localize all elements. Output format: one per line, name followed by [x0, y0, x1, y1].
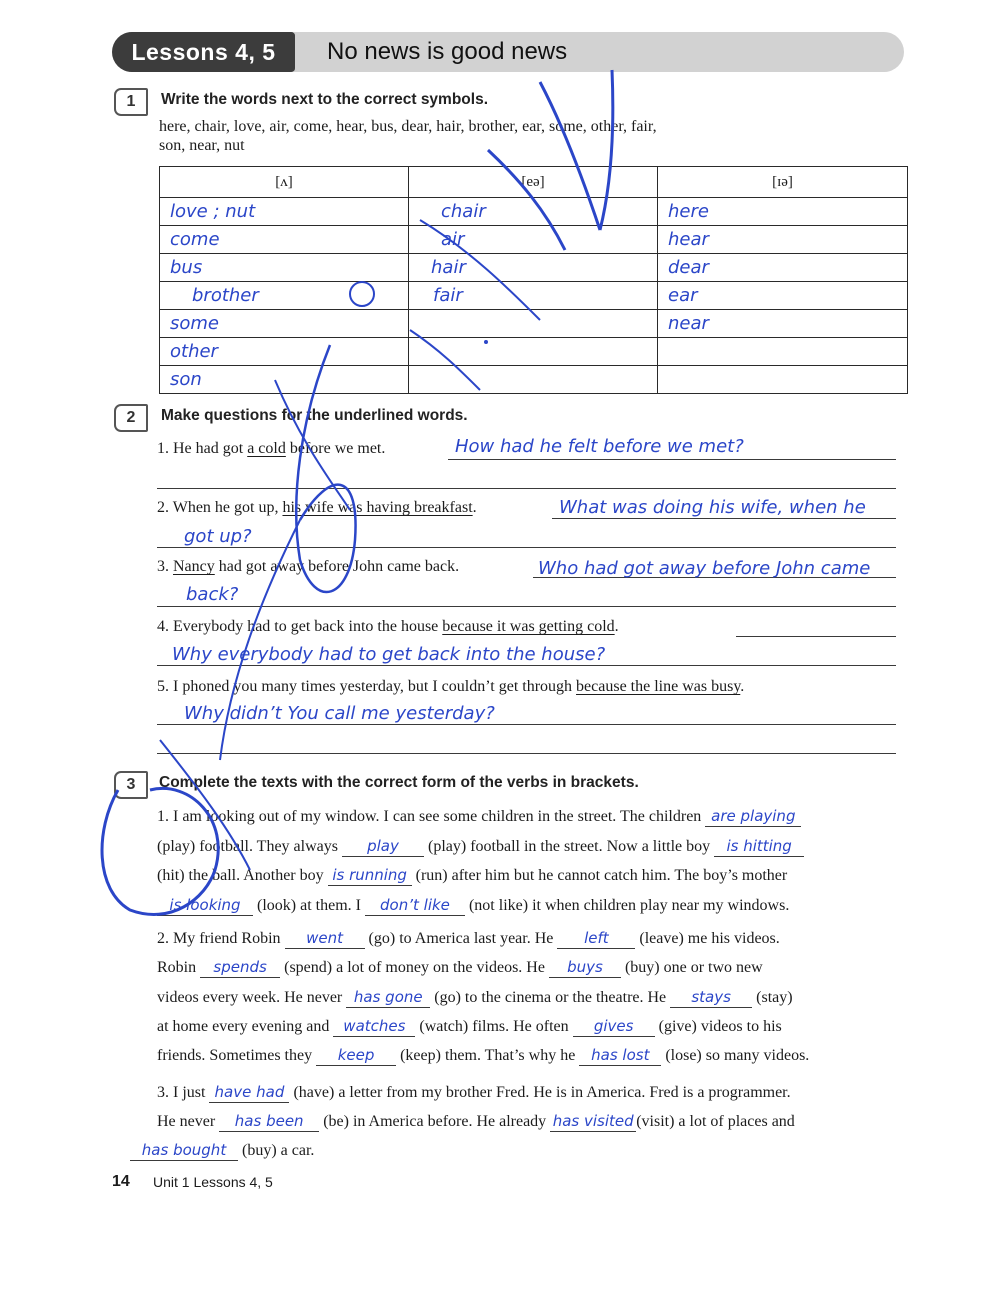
question-1 [157, 438, 385, 460]
text-1-line [157, 806, 801, 828]
verb-blank[interactable]: left [557, 928, 635, 949]
column-header: [eə] [409, 167, 658, 198]
table-cell[interactable] [409, 282, 658, 310]
sentence-text: (be) in America before. He already [323, 1113, 547, 1130]
verb-blank[interactable]: don’t like [365, 895, 465, 916]
sentence-text: (go) to the cinema or the theatre. He [434, 989, 667, 1006]
verb-blank[interactable]: is looking [157, 895, 253, 916]
table-cell[interactable] [409, 338, 658, 366]
sentence-text: (watch) films. He often [419, 1018, 569, 1035]
answer-line[interactable] [157, 488, 896, 489]
task-number-1: 1 [114, 88, 148, 116]
handwritten-answer: here [668, 201, 709, 222]
handwritten-answer: How had he felt before we met? [455, 436, 744, 457]
table-cell[interactable] [409, 310, 658, 338]
verb-blank[interactable]: is hitting [714, 836, 804, 857]
handwritten-answer: back? [186, 584, 239, 605]
answer-line[interactable] [157, 547, 896, 548]
word-list [159, 117, 799, 155]
handwritten-answer: son [170, 369, 202, 390]
table-cell[interactable] [160, 282, 409, 310]
table-cell[interactable] [160, 366, 409, 394]
sentence-text: (run) after him but he cannot catch him. The boy’s mother [415, 867, 788, 884]
sentence-text: videos every week. He never [157, 989, 343, 1006]
table-row [160, 366, 908, 394]
handwritten-answer: Why didn’t You call me yesterday? [184, 703, 495, 724]
page-number: 14 [112, 1173, 130, 1190]
table-header-row [160, 167, 908, 198]
handwritten-answer: ear [668, 285, 698, 306]
table-cell[interactable] [409, 226, 658, 254]
table-row [160, 338, 908, 366]
table-cell[interactable] [160, 198, 409, 226]
answer-line[interactable] [448, 459, 896, 460]
table-cell[interactable] [160, 310, 409, 338]
sentence-text: (lose) so many videos. [665, 1047, 810, 1064]
verb-blank[interactable]: buys [549, 957, 621, 978]
table-cell[interactable] [658, 198, 908, 226]
handwritten-answer: hair [431, 257, 466, 278]
text-3-line [157, 1111, 795, 1133]
text-1-line [157, 865, 787, 887]
sentence-text: (have) a letter from my brother Fred. He is in America. Fred is a programmer. [293, 1084, 791, 1101]
underlined-words: because it was getting cold [442, 618, 615, 635]
sentence-text: (visit) a lot of places and [636, 1113, 795, 1130]
verb-blank[interactable]: is running [328, 865, 412, 886]
question-text: Everybody had to get back into the house [173, 618, 443, 635]
sentence-text: (keep) them. That’s why he [400, 1047, 576, 1064]
handwritten-answer: come [170, 229, 220, 250]
handwritten-answer: fair [433, 285, 463, 306]
question-2 [157, 497, 477, 519]
handwritten-answer: What was doing his wife, when he [559, 497, 866, 518]
lesson-label: Lessons 4, 5 [112, 32, 295, 72]
table-row [160, 226, 908, 254]
table-cell[interactable] [409, 366, 658, 394]
verb-blank[interactable]: keep [316, 1045, 396, 1066]
sentence-text: (give) videos to his [658, 1018, 782, 1035]
verb-blank[interactable]: has been [219, 1111, 319, 1132]
handwritten-answer: brother [192, 285, 259, 306]
verb-blank[interactable]: watches [333, 1016, 415, 1037]
sentence-text: friends. Sometimes they [157, 1047, 313, 1064]
sentence-text: (go) to America last year. He [368, 930, 554, 947]
sentence-text: Robin [157, 959, 197, 976]
task-number-2: 2 [114, 404, 148, 432]
table-row [160, 310, 908, 338]
table-row [160, 282, 908, 310]
verb-blank[interactable]: has lost [579, 1045, 661, 1066]
question-text: . [614, 618, 619, 635]
text-2-line [157, 987, 793, 1009]
table-cell[interactable] [658, 366, 908, 394]
sentence-text: at home every evening and [157, 1018, 330, 1035]
verb-blank[interactable]: spends [200, 957, 280, 978]
verb-blank[interactable]: play [342, 836, 424, 857]
handwritten-answer: love ; nut [170, 201, 256, 222]
sentence-text: (spend) a lot of money on the videos. He [284, 959, 545, 976]
sentence-text: (leave) me his videos. [639, 930, 780, 947]
verb-blank[interactable]: has bought [130, 1140, 238, 1161]
verb-blank[interactable]: gives [573, 1016, 655, 1037]
text-3-line [130, 1140, 314, 1162]
verb-blank[interactable]: are playing [705, 806, 801, 827]
handwritten-answer: got up? [184, 526, 252, 547]
question-text: When he got up, [172, 499, 283, 516]
underlined-words: a cold [247, 440, 286, 457]
question-4 [157, 616, 619, 638]
text-3-line [157, 1082, 791, 1104]
table-cell[interactable] [658, 254, 908, 282]
handwritten-answer: near [668, 313, 709, 334]
underlined-words: his wife was having breakfast [282, 499, 473, 516]
sentence-text: (look) at them. I [257, 897, 361, 914]
verb-blank[interactable]: have had [209, 1082, 289, 1103]
table-cell[interactable] [409, 254, 658, 282]
column-header: [ʌ] [160, 167, 409, 198]
handwritten-answer: some [170, 313, 219, 334]
table-cell[interactable] [658, 338, 908, 366]
verb-blank[interactable]: has gone [346, 987, 430, 1008]
text-2-line [157, 957, 763, 979]
question-text: He had got [173, 440, 248, 457]
sentence-text: (play) football. They always [157, 838, 338, 855]
sentence-text: He never [157, 1113, 216, 1130]
handwritten-answer: other [170, 341, 218, 362]
question-3 [157, 556, 459, 578]
sentence-text: 2. My friend Robin [157, 930, 281, 947]
question-number: 2. [157, 499, 169, 516]
question-text: . [740, 678, 745, 695]
question-text: before we met. [285, 440, 386, 457]
handwritten-answer: dear [668, 257, 709, 278]
page-title: No news is good news [327, 38, 568, 65]
table-cell[interactable] [658, 310, 908, 338]
text-1-line [157, 836, 804, 858]
question-text: . [472, 499, 477, 516]
text-2-line [157, 1045, 809, 1067]
verb-blank[interactable]: stays [670, 987, 752, 1008]
text-2-line [157, 1016, 782, 1038]
answer-line[interactable] [736, 636, 896, 637]
underlined-words: Nancy [173, 558, 215, 575]
answer-line[interactable] [157, 753, 896, 754]
question-number: 5. [157, 678, 169, 695]
table-cell[interactable] [160, 338, 409, 366]
sentence-text: (hit) the ball. Another boy [157, 867, 324, 884]
sentence-text: 1. I am looking out of my window. I can see some children in the street. The children [157, 808, 702, 825]
handwritten-answer: Why everybody had to get back into the house? [172, 644, 606, 665]
table-cell[interactable] [160, 254, 409, 282]
question-5 [157, 676, 744, 698]
verb-blank[interactable]: has visited [550, 1111, 636, 1132]
table-cell[interactable] [658, 282, 908, 310]
table-cell[interactable] [658, 226, 908, 254]
question-number: 4. [157, 618, 169, 635]
handwritten-answer: Who had got away before John came [538, 558, 871, 579]
sentence-text: (buy) one or two new [624, 959, 763, 976]
phonetics-table [159, 166, 908, 394]
handwritten-answer: air [441, 229, 465, 250]
table-cell[interactable] [160, 226, 409, 254]
task-number-3: 3 [114, 771, 148, 799]
table-row [160, 254, 908, 282]
column-header: [ɪə] [658, 167, 908, 198]
sentence-text: (stay) [756, 989, 793, 1006]
underlined-words: because the line was busy [576, 678, 741, 695]
task-3-instruction: Complete the texts with the correct form of the verbs in brackets. [159, 774, 639, 791]
verb-blank[interactable]: went [285, 928, 365, 949]
handwritten-answer: hear [668, 229, 709, 250]
footer-unit-label: Unit 1 Lessons 4, 5 [153, 1174, 273, 1190]
text-1-line [157, 895, 789, 917]
word-list-line-1: here, chair, love, air, come, hear, bus, dear, hair, brother, ear, some, other, fair, [159, 118, 657, 135]
word-list-line-2: son, near, nut [159, 137, 245, 154]
handwritten-answer: chair [441, 201, 486, 222]
sentence-text: (buy) a car. [242, 1142, 315, 1159]
answer-line[interactable] [157, 606, 896, 607]
sentence-text: (play) football in the street. Now a little boy [427, 838, 711, 855]
question-number: 3. [157, 558, 169, 575]
table-cell[interactable] [409, 198, 658, 226]
question-number: 1. [157, 440, 169, 457]
handwritten-answer: bus [170, 257, 203, 278]
text-2-line [157, 928, 780, 950]
question-text: had got away before John came back. [214, 558, 460, 575]
table-row [160, 198, 908, 226]
task-1-instruction: Write the words next to the correct symbols. [161, 91, 489, 108]
question-text: I phoned you many times yesterday, but I couldn’t get through [173, 678, 577, 695]
task-2-instruction: Make questions for the underlined words. [161, 407, 468, 424]
sentence-text: (not like) it when children play near my windows. [468, 897, 790, 914]
sentence-text: 3. I just [157, 1084, 206, 1101]
